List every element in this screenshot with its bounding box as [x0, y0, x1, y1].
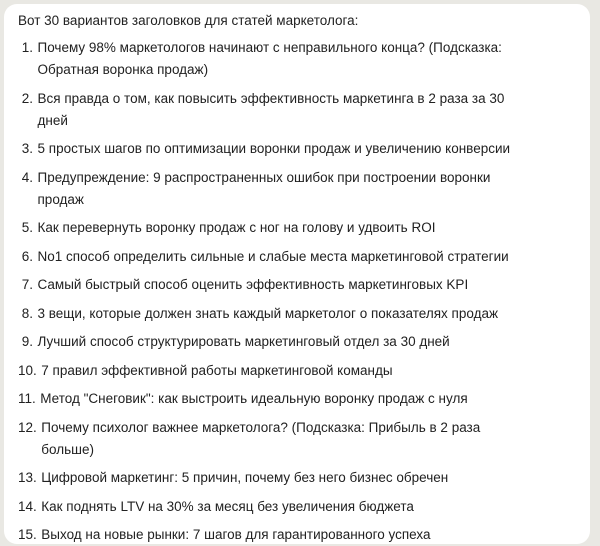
headline-list-item [18, 360, 576, 382]
headline-list-item [18, 37, 576, 81]
headline-list-item [18, 274, 576, 296]
list-item-number: 6. [21, 248, 33, 264]
list-item-number: 9. [21, 334, 33, 349]
headline-list-item [18, 496, 576, 518]
list-item-text: No1 способ определить сильные и слабые места маркетинговой стратегии [37, 248, 509, 264]
message-intro: Вот 30 вариантов заголовков для статей маркетолога: [18, 13, 359, 28]
list-item-number: 5. [21, 220, 33, 235]
headline-list-item [18, 303, 576, 325]
headline-list-item [18, 417, 576, 461]
headline-list-item [18, 246, 576, 268]
list-item-number: 15. [18, 527, 37, 542]
headline-list [18, 37, 576, 546]
list-item-text: Как поднять LTV на 30% за месяц без увеличения бюджета [41, 498, 414, 514]
list-item-text: 5 простых шагов по оптимизации воронки продаж и увеличению конверсии [37, 141, 511, 156]
list-item-text: 7 правил эффективной работы маркетинговой команды [41, 362, 393, 378]
list-item-text: 3 вещи, которые должен знать каждый маркетолог о показателях продаж [37, 305, 498, 321]
headline-list-item [18, 524, 576, 546]
list-item-text: Вся правда о том, как повысить эффективность маркетинга в 2 раза за 30 дней [37, 90, 505, 128]
list-item-number: 14. [18, 498, 37, 514]
list-item-text: Предупреждение: 9 распространенных ошибок при построении воронки продаж [37, 169, 491, 207]
headline-list-item [18, 88, 576, 132]
headline-list-item [18, 331, 576, 353]
list-item-text: Почему психолог важнее маркетолога? (Подсказка: Прибыль в 2 раза больше) [41, 419, 481, 457]
list-item-number: 10. [18, 362, 37, 378]
list-item-number: 4. [21, 169, 33, 185]
list-item-text: Метод "Снеговик": как выстроить идеальную воронку продаж с нуля [40, 391, 468, 406]
list-item-number: 7. [21, 277, 33, 292]
headline-list-item [18, 217, 576, 239]
list-item-number: 1. [21, 40, 33, 55]
list-item-text: Выход на новые рынки: 7 шагов для гарантированного успеха [41, 527, 431, 542]
list-item-text: Почему 98% маркетологов начинают с неправильного конца? (Подсказка: Обратная воронка продаж) [37, 40, 502, 77]
list-item-number: 12. [18, 419, 37, 435]
list-item-text: Цифровой маркетинг: 5 причин, почему без него бизнес обречен [41, 470, 449, 485]
list-item-text: Как перевернуть воронку продаж с ног на голову и удвоить ROI [37, 220, 436, 235]
list-item-number: 8. [21, 305, 33, 321]
list-item-text: Лучший способ структурировать маркетинговый отдел за 30 дней [37, 334, 450, 349]
list-item-number: 2. [21, 90, 33, 106]
list-item-number: 11. [18, 391, 36, 406]
headline-list-item [18, 467, 576, 489]
list-item-number: 3. [21, 141, 33, 156]
list-item-number: 13. [18, 470, 37, 485]
headline-list-item [18, 138, 576, 160]
headline-list-item [18, 167, 576, 211]
message-card [4, 4, 590, 544]
headline-list-item [18, 388, 576, 410]
list-item-text: Самый быстрый способ оценить эффективность маркетинговых KPI [37, 277, 469, 292]
